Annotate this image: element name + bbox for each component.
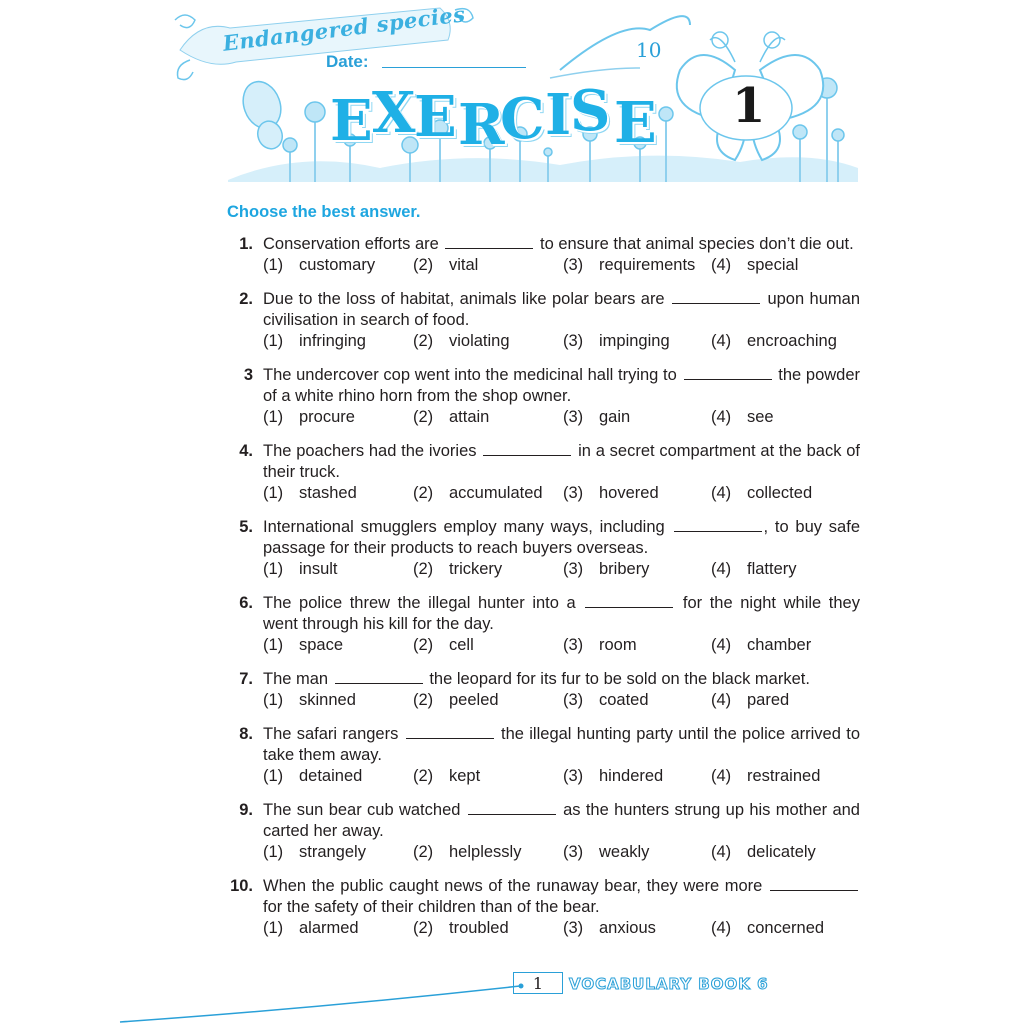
option-number: (1): [263, 332, 284, 350]
answer-option[interactable]: [263, 918, 413, 939]
option-text: space: [299, 636, 344, 654]
option-text: anxious: [599, 919, 656, 937]
question-number: 9.: [239, 801, 253, 819]
question-text: [263, 365, 860, 407]
option-number: (1): [263, 919, 284, 937]
option-number: (2): [413, 767, 434, 785]
option-number: (2): [413, 408, 434, 426]
page-number: 1: [513, 972, 563, 994]
option-text: impinging: [599, 332, 670, 350]
question-item: [228, 289, 860, 352]
option-number: (4): [711, 636, 732, 654]
option-text: procure: [299, 408, 355, 426]
answer-option[interactable]: [263, 690, 413, 711]
option-text: cell: [449, 636, 474, 654]
question-stem-before: The sun bear cub watched: [263, 801, 461, 819]
answer-blank[interactable]: [445, 234, 533, 249]
answer-option[interactable]: [413, 331, 563, 352]
option-text: delicately: [747, 843, 816, 861]
option-text: customary: [299, 256, 376, 274]
option-text: pared: [747, 691, 790, 709]
answer-blank[interactable]: [770, 876, 858, 891]
exercise-letter: E: [614, 90, 657, 156]
question-stem-after: the illegal hunting party until the police arrived to take them away.: [263, 725, 860, 764]
option-text: restrained: [747, 767, 821, 785]
exercise-letter: X: [372, 80, 416, 146]
option-text: alarmed: [299, 919, 359, 937]
question-stem-after: upon human civilisation in search of food.: [263, 290, 860, 329]
option-number: (3): [563, 408, 584, 426]
question-text: [263, 876, 860, 918]
answer-options: [263, 407, 860, 428]
question-stem-before: The poachers had the ivories: [263, 442, 477, 460]
question-text: [263, 234, 860, 255]
question-item: [228, 876, 860, 939]
answer-option[interactable]: [263, 559, 413, 580]
answer-option[interactable]: [563, 918, 711, 939]
option-text: trickery: [449, 560, 503, 578]
option-text: encroaching: [747, 332, 837, 350]
footer-swoosh: [0, 960, 1024, 1024]
option-text: detained: [299, 767, 363, 785]
answer-option[interactable]: [711, 559, 797, 580]
option-text: helplessly: [449, 843, 522, 861]
option-number: (2): [413, 636, 434, 654]
answer-option[interactable]: [711, 331, 837, 352]
question-stem-after: for the night while they went through his kill for the day.: [263, 594, 860, 633]
answer-option[interactable]: [711, 766, 820, 787]
option-number: (1): [263, 691, 284, 709]
question-stem-after: the leopard for its fur to be sold on the black market.: [429, 670, 810, 688]
answer-options: [263, 559, 860, 580]
answer-blank[interactable]: [335, 669, 423, 684]
option-number: (2): [413, 560, 434, 578]
answer-option[interactable]: [563, 255, 711, 276]
exercise-letter: E: [330, 88, 373, 154]
answer-options: [263, 842, 860, 863]
question-item: [228, 365, 860, 428]
answer-options: [263, 918, 860, 939]
option-number: (2): [413, 484, 434, 502]
option-number: (4): [711, 332, 732, 350]
unit-number: 10: [636, 38, 662, 62]
option-text: weakly: [599, 843, 650, 861]
question-list: [228, 234, 860, 952]
option-text: insult: [299, 560, 338, 578]
answer-option[interactable]: [563, 690, 711, 711]
question-stem-before: Conservation efforts are: [263, 235, 439, 253]
answer-options: [263, 255, 860, 276]
book-title: VOCABULARY BOOK 6: [569, 975, 769, 993]
question-stem-after: , to buy safe passage for their products to reach buyers overseas.: [263, 518, 860, 557]
answer-blank[interactable]: [684, 365, 772, 380]
question-number: 5.: [239, 518, 253, 536]
answer-option[interactable]: [711, 407, 774, 428]
option-number: (3): [563, 560, 584, 578]
option-text: attain: [449, 408, 490, 426]
option-number: (3): [563, 691, 584, 709]
option-text: vital: [449, 256, 479, 274]
question-number: 1.: [239, 235, 253, 253]
question-item: [228, 517, 860, 580]
answer-blank[interactable]: [468, 800, 556, 815]
question-stem-before: Due to the loss of habitat, animals like polar bears are: [263, 290, 665, 308]
option-number: (1): [263, 256, 284, 274]
option-number: (1): [263, 636, 284, 654]
answer-option[interactable]: [413, 255, 563, 276]
answer-option[interactable]: [263, 635, 413, 656]
option-number: (2): [413, 256, 434, 274]
answer-option[interactable]: [413, 842, 563, 863]
answer-option[interactable]: [563, 407, 711, 428]
answer-option[interactable]: [563, 483, 711, 504]
question-stem-before: International smugglers employ many ways, including: [263, 518, 665, 536]
option-text: peeled: [449, 691, 499, 709]
answer-option[interactable]: [711, 483, 812, 504]
answer-blank[interactable]: [674, 517, 762, 532]
option-number: (3): [563, 484, 584, 502]
option-number: (2): [413, 332, 434, 350]
option-number: (4): [711, 843, 732, 861]
question-text: [263, 517, 860, 559]
question-stem-before: The police threw the illegal hunter into a: [263, 594, 576, 612]
option-text: special: [747, 256, 799, 274]
option-number: (1): [263, 767, 284, 785]
answer-option[interactable]: [711, 842, 816, 863]
question-text: [263, 800, 860, 842]
option-number: (4): [711, 919, 732, 937]
option-number: (1): [263, 843, 284, 861]
answer-option[interactable]: [711, 918, 824, 939]
option-number: (1): [263, 560, 284, 578]
date-input-line[interactable]: [382, 67, 526, 68]
topic-title: Endangered species: [221, 1, 467, 56]
page-footer: [0, 960, 1024, 1024]
option-text: accumulated: [449, 484, 543, 502]
option-text: flattery: [747, 560, 797, 578]
question-number: 10.: [230, 877, 253, 895]
option-number: (3): [563, 843, 584, 861]
answer-option[interactable]: [711, 690, 789, 711]
option-text: concerned: [747, 919, 825, 937]
option-number: (2): [413, 691, 434, 709]
option-text: troubled: [449, 919, 509, 937]
answer-option[interactable]: [413, 918, 563, 939]
answer-option[interactable]: [711, 635, 811, 656]
option-number: (1): [263, 408, 284, 426]
answer-option[interactable]: [413, 635, 563, 656]
answer-options: [263, 331, 860, 352]
exercise-letter: R: [458, 92, 505, 158]
option-number: (3): [563, 767, 584, 785]
question-text: [263, 669, 860, 690]
option-text: see: [747, 408, 774, 426]
option-number: (2): [413, 843, 434, 861]
option-text: strangely: [299, 843, 366, 861]
question-item: [228, 593, 860, 656]
answer-options: [263, 690, 860, 711]
answer-option[interactable]: [263, 331, 413, 352]
answer-option[interactable]: [413, 559, 563, 580]
exercise-letter: E: [414, 84, 457, 150]
answer-option[interactable]: [711, 255, 798, 276]
option-text: skinned: [299, 691, 356, 709]
option-text: chamber: [747, 636, 812, 654]
option-number: (4): [711, 484, 732, 502]
option-number: (3): [563, 919, 584, 937]
question-text: [263, 289, 860, 331]
option-number: (3): [563, 636, 584, 654]
exercise-number: 1: [732, 78, 766, 134]
answer-options: [263, 483, 860, 504]
answer-option[interactable]: [563, 842, 711, 863]
question-text: [263, 593, 860, 635]
option-text: coated: [599, 691, 649, 709]
answer-blank[interactable]: [672, 289, 760, 304]
question-stem-after: the powder of a white rhino horn from the shop owner.: [263, 366, 861, 405]
answer-option[interactable]: [563, 766, 711, 787]
question-text: [263, 441, 860, 483]
option-number: (4): [711, 767, 732, 785]
option-number: (4): [711, 560, 732, 578]
answer-option[interactable]: [413, 766, 563, 787]
option-number: (2): [413, 919, 434, 937]
question-stem-after: for the safety of their children than of the bear.: [263, 898, 600, 916]
exercise-letter: I: [545, 82, 572, 148]
question-number: 4.: [239, 442, 253, 460]
question-stem-before: The safari rangers: [263, 725, 399, 743]
answer-option[interactable]: [263, 407, 413, 428]
answer-options: [263, 635, 860, 656]
question-item: [228, 724, 860, 787]
exercise-letter: S: [570, 78, 611, 144]
answer-blank[interactable]: [585, 593, 673, 608]
option-text: collected: [747, 484, 813, 502]
question-stem-after: in a secret compartment at the back of their truck.: [263, 442, 861, 481]
question-number: 8.: [239, 725, 253, 743]
answer-option[interactable]: [263, 766, 413, 787]
answer-option[interactable]: [263, 255, 413, 276]
option-text: hindered: [599, 767, 664, 785]
answer-option[interactable]: [563, 559, 711, 580]
answer-option[interactable]: [263, 483, 413, 504]
answer-option[interactable]: [413, 690, 563, 711]
answer-blank[interactable]: [483, 441, 571, 456]
question-stem-after: as the hunters strung up his mother and carted her away.: [263, 801, 860, 840]
option-text: requirements: [599, 256, 696, 274]
question-stem-before: The undercover cop went into the medicinal hall trying to: [263, 366, 677, 384]
option-number: (4): [711, 408, 732, 426]
exercise-header: [0, 0, 1024, 200]
question-item: [228, 441, 860, 504]
option-text: hovered: [599, 484, 659, 502]
question-number: 3: [243, 366, 253, 384]
question-number: 2.: [239, 290, 253, 308]
option-number: (1): [263, 484, 284, 502]
date-label: Date:: [326, 52, 369, 71]
question-stem-before: When the public caught news of the runaway bear, they were more: [263, 877, 763, 895]
question-item: [228, 669, 860, 711]
option-text: gain: [599, 408, 631, 426]
option-text: kept: [449, 767, 481, 785]
exercise-letter: C: [500, 86, 545, 152]
question-number: 7.: [239, 670, 253, 688]
question-number: 6.: [239, 594, 253, 612]
question-item: [228, 234, 860, 276]
answer-blank[interactable]: [406, 724, 494, 739]
option-number: (3): [563, 256, 584, 274]
option-text: bribery: [599, 560, 650, 578]
question-stem-after: to ensure that animal species don’t die out.: [539, 235, 854, 253]
answer-option[interactable]: [563, 331, 711, 352]
answer-option[interactable]: [563, 635, 711, 656]
answer-option[interactable]: [263, 842, 413, 863]
question-text: [263, 724, 860, 766]
option-text: infringing: [299, 332, 366, 350]
option-text: room: [599, 636, 637, 654]
instruction-text: Choose the best answer.: [227, 203, 421, 221]
answer-option[interactable]: [413, 407, 563, 428]
question-stem-before: The man: [263, 670, 329, 688]
option-number: (3): [563, 332, 584, 350]
option-number: (4): [711, 256, 732, 274]
option-number: (4): [711, 691, 732, 709]
option-text: violating: [449, 332, 510, 350]
answer-options: [263, 766, 860, 787]
answer-option[interactable]: [413, 483, 563, 504]
question-item: [228, 800, 860, 863]
option-text: stashed: [299, 484, 357, 502]
